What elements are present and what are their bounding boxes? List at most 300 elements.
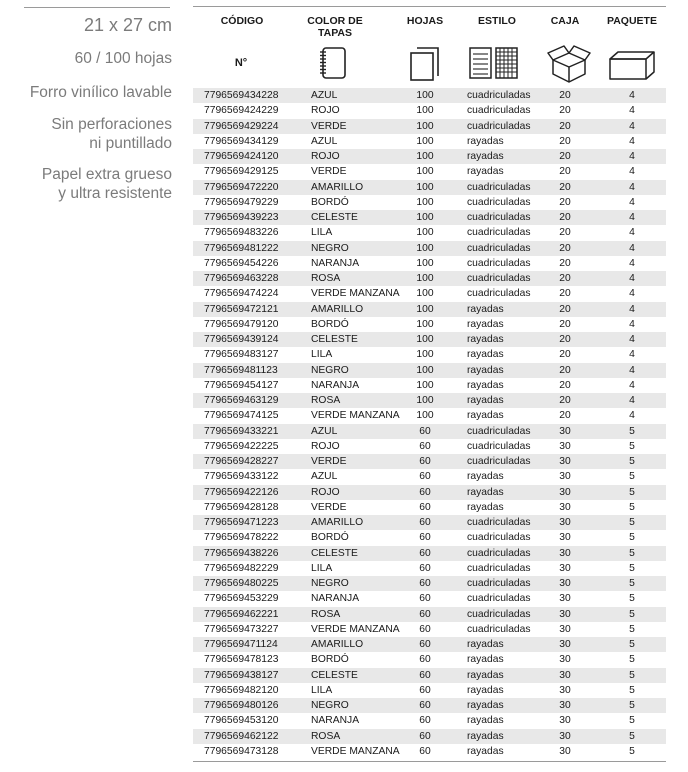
table-row [193, 149, 666, 164]
table-body [193, 88, 666, 759]
spiral-notebook-icon [319, 46, 347, 80]
cell-code: 7796569483127 [204, 349, 279, 361]
cell-color: VERDE MANZANA [311, 745, 400, 757]
cell-code: 7796569481123 [204, 364, 278, 376]
cell-pack: 5 [629, 562, 635, 574]
cell-style: rayadas [467, 745, 504, 757]
cell-box: 20 [559, 166, 571, 178]
cell-code: 7796569462122 [204, 730, 279, 742]
cell-code: 7796569480126 [204, 700, 279, 711]
cell-box: 20 [559, 288, 571, 300]
cell-box: 30 [559, 471, 571, 483]
cell-pack: 5 [629, 730, 635, 742]
table-row [193, 668, 666, 683]
cell-pack: 4 [629, 105, 635, 117]
cell-style: cuadriculadas [467, 578, 531, 589]
table-row [193, 500, 666, 515]
cell-sheets: 60 [419, 501, 431, 513]
table-row [193, 378, 666, 393]
cell-code: 7796569478222 [204, 532, 279, 544]
spec-paper-line2: y ultra resistente [58, 185, 172, 202]
cell-code: 7796569439223 [204, 212, 279, 223]
cell-sheets: 60 [419, 639, 431, 650]
cell-pack: 4 [629, 120, 635, 132]
cell-box: 30 [559, 532, 571, 544]
cell-code: 7796569481222 [204, 242, 279, 254]
cell-style: rayadas [467, 395, 504, 406]
cell-box: 30 [559, 684, 571, 696]
cell-color: NARANJA [311, 715, 360, 727]
cell-pack: 5 [629, 745, 635, 757]
cell-code: 7796569482229 [204, 562, 279, 574]
spec-perforation-line2: ni puntillado [89, 135, 172, 152]
cell-style: rayadas [467, 364, 504, 376]
table-row [193, 225, 666, 240]
cell-pack: 5 [629, 715, 635, 727]
cell-box: 30 [559, 501, 571, 513]
cell-color: VERDE [311, 166, 347, 178]
cell-style: rayadas [467, 700, 504, 711]
cell-color: AZUL [311, 471, 338, 483]
cell-code: 7796569463228 [204, 273, 279, 284]
cell-color: VERDE MANZANA [311, 410, 400, 422]
closed-package-icon [609, 50, 655, 80]
table-row [193, 485, 666, 500]
cell-pack: 5 [629, 517, 635, 528]
spec-perforation [51, 115, 172, 153]
cell-style: cuadriculadas [467, 181, 531, 193]
cell-sheets: 100 [416, 181, 434, 193]
table-row [193, 607, 666, 622]
cell-sheets: 60 [419, 700, 431, 711]
table-row [193, 530, 666, 545]
cell-code: 7796569453229 [204, 593, 279, 605]
spec-sheets: 60 / 100 hojas [74, 50, 172, 67]
spec-paper-line1: Papel extra grueso [41, 166, 172, 183]
cell-box: 30 [559, 654, 571, 666]
cell-code: 7796569433221 [204, 425, 279, 437]
table-row [193, 363, 666, 378]
cell-pack: 4 [629, 90, 635, 101]
cell-color: AZUL [311, 90, 338, 101]
cell-style: cuadriculadas [467, 227, 531, 239]
spec-paper [42, 165, 172, 203]
table-row [193, 256, 666, 271]
cell-sheets: 100 [416, 303, 434, 315]
icon-row [193, 42, 666, 88]
cell-style: cuadriculadas [467, 623, 531, 635]
cell-style: cuadriculadas [467, 440, 531, 452]
cell-code: 7796569453120 [204, 715, 279, 727]
cell-box: 30 [559, 745, 571, 757]
table-row [193, 698, 666, 713]
cell-style: cuadriculadas [467, 608, 531, 620]
cell-color: LILA [311, 684, 333, 696]
cell-color: ROSA [311, 608, 341, 620]
table-row [193, 683, 666, 698]
table-row [193, 622, 666, 637]
cell-style: rayadas [467, 410, 504, 422]
cell-box: 20 [559, 318, 571, 330]
table-row [193, 332, 666, 347]
cell-code: 7796569424120 [204, 151, 279, 162]
cell-box: 30 [559, 456, 571, 467]
cell-color: BORDÓ [311, 196, 349, 208]
cell-code: 7796569438226 [204, 547, 279, 559]
cell-color: NARANJA [311, 593, 360, 605]
cell-color: VERDE MANZANA [311, 623, 400, 635]
cell-color: LILA [311, 227, 333, 239]
header-divider [193, 6, 666, 7]
cell-style: rayadas [467, 639, 504, 650]
cell-style: cuadriculadas [467, 547, 531, 559]
cell-style: rayadas [467, 684, 504, 696]
cell-pack: 5 [629, 578, 635, 589]
cell-code: 7796569483226 [204, 227, 279, 239]
cell-color: AMARILLO [311, 303, 364, 315]
cell-box: 30 [559, 593, 571, 605]
cell-pack: 5 [629, 654, 635, 666]
cell-sheets: 60 [419, 532, 431, 544]
spec-divider [24, 7, 170, 8]
table-row [193, 652, 666, 667]
cell-pack: 4 [629, 410, 635, 422]
cell-code: 7796569434228 [204, 90, 279, 101]
cell-sheets: 60 [419, 623, 431, 635]
ruled-and-grid-pages-icon [469, 47, 519, 79]
cell-sheets: 100 [416, 242, 434, 254]
cell-box: 20 [559, 120, 571, 132]
cell-code: 7796569482120 [204, 684, 279, 696]
cell-color: ROJO [311, 440, 340, 452]
cell-box: 30 [559, 425, 571, 437]
cell-style: rayadas [467, 654, 504, 666]
cell-pack: 4 [629, 364, 635, 376]
cell-pack: 4 [629, 273, 635, 284]
cell-code: 7796569478123 [204, 654, 279, 666]
cell-code: 7796569422126 [204, 486, 279, 498]
cell-sheets: 60 [419, 486, 431, 498]
table-row [193, 713, 666, 728]
cell-style: cuadriculadas [467, 257, 531, 269]
cell-box: 20 [559, 334, 571, 345]
cell-pack: 5 [629, 532, 635, 544]
cell-sheets: 60 [419, 425, 431, 437]
table-row [193, 439, 666, 454]
cell-box: 30 [559, 608, 571, 620]
cell-pack: 4 [629, 166, 635, 178]
cell-sheets: 60 [419, 684, 431, 696]
cell-sheets: 100 [416, 318, 434, 330]
cell-sheets: 100 [416, 379, 434, 391]
cell-color: ROJO [311, 151, 340, 162]
cell-color: BORDÓ [311, 318, 349, 330]
cell-box: 20 [559, 196, 571, 208]
cell-color: VERDE [311, 501, 347, 513]
cell-pack: 5 [629, 593, 635, 605]
open-box-icon [547, 44, 591, 84]
cell-style: cuadriculadas [467, 288, 531, 300]
cell-sheets: 60 [419, 517, 431, 528]
cell-style: rayadas [467, 318, 504, 330]
cell-color: AMARILLO [311, 181, 364, 193]
cell-pack: 5 [629, 456, 635, 467]
cell-box: 30 [559, 730, 571, 742]
cell-color: CELESTE [311, 669, 358, 681]
table-bottom-divider [193, 761, 666, 762]
cell-style: cuadriculadas [467, 425, 531, 437]
cell-style: rayadas [467, 715, 504, 727]
spec-size: 21 x 27 cm [83, 15, 172, 35]
cell-box: 30 [559, 623, 571, 635]
table-row [193, 546, 666, 561]
table-row [193, 561, 666, 576]
cell-style: rayadas [467, 486, 504, 498]
table-row [193, 424, 666, 439]
cell-color: NEGRO [311, 242, 349, 254]
cell-code: 7796569480225 [204, 578, 279, 589]
cell-pack: 5 [629, 623, 635, 635]
table-row [193, 210, 666, 225]
cell-pack: 5 [629, 684, 635, 696]
cell-box: 20 [559, 242, 571, 254]
cell-color: AZUL [311, 135, 338, 147]
cell-style: cuadriculadas [467, 562, 531, 574]
cell-box: 30 [559, 578, 571, 589]
cell-box: 30 [559, 562, 571, 574]
cell-color: NEGRO [311, 578, 349, 589]
spec-cover: Forro vinílico lavable [29, 84, 172, 101]
cell-style: cuadriculadas [467, 532, 531, 544]
cell-box: 30 [559, 715, 571, 727]
cell-code: 7796569474224 [204, 288, 279, 300]
cell-style: rayadas [467, 669, 504, 681]
cell-color: NEGRO [311, 700, 349, 711]
cell-code: 7796569479229 [204, 196, 279, 208]
cell-style: rayadas [467, 349, 504, 361]
cell-pack: 4 [629, 288, 635, 300]
cell-style: rayadas [467, 730, 504, 742]
cell-style: rayadas [467, 151, 504, 162]
table-row [193, 347, 666, 362]
cell-style: cuadriculadas [467, 456, 531, 467]
cell-style: cuadriculadas [467, 242, 531, 254]
cell-style: rayadas [467, 471, 504, 483]
cell-code: 7796569429125 [204, 166, 279, 178]
cell-pack: 4 [629, 303, 635, 315]
table-row [193, 88, 666, 103]
cell-box: 30 [559, 700, 571, 711]
cell-pack: 5 [629, 425, 635, 437]
cell-sheets: 100 [416, 334, 434, 345]
cell-box: 20 [559, 105, 571, 117]
cell-code: 7796569433122 [204, 471, 279, 483]
cell-color: VERDE [311, 456, 347, 467]
cell-code: 7796569434129 [204, 135, 279, 147]
cell-sheets: 100 [416, 166, 434, 178]
cell-sheets: 100 [416, 227, 434, 239]
table-row [193, 271, 666, 286]
cell-box: 20 [559, 410, 571, 422]
cell-color: ROJO [311, 486, 340, 498]
table-row [193, 103, 666, 118]
cell-pack: 4 [629, 395, 635, 406]
header-color: COLOR DE TAPAS [307, 15, 363, 39]
cell-sheets: 100 [416, 288, 434, 300]
cell-sheets: 60 [419, 562, 431, 574]
cell-code: 7796569428227 [204, 456, 279, 467]
cell-sheets: 100 [416, 196, 434, 208]
cell-sheets: 100 [416, 135, 434, 147]
cell-pack: 4 [629, 227, 635, 239]
cell-pack: 5 [629, 608, 635, 620]
cell-code: 7796569438127 [204, 669, 279, 681]
cell-sheets: 100 [416, 273, 434, 284]
cell-style: rayadas [467, 379, 504, 391]
cell-pack: 4 [629, 151, 635, 162]
cell-pack: 5 [629, 501, 635, 513]
table-row [193, 180, 666, 195]
cell-box: 20 [559, 151, 571, 162]
cell-sheets: 100 [416, 349, 434, 361]
cell-style: rayadas [467, 501, 504, 513]
cell-sheets: 60 [419, 593, 431, 605]
table-row [193, 744, 666, 759]
cell-box: 20 [559, 227, 571, 239]
cell-code: 7796569454226 [204, 257, 279, 269]
cell-style: rayadas [467, 135, 504, 147]
cell-sheets: 100 [416, 90, 434, 101]
cell-sheets: 60 [419, 745, 431, 757]
cell-color: BORDÓ [311, 532, 349, 544]
cell-pack: 4 [629, 379, 635, 391]
cell-pack: 5 [629, 486, 635, 498]
cell-code: 7796569471124 [204, 639, 278, 650]
number-mark: N° [234, 57, 248, 69]
cell-style: cuadriculadas [467, 120, 531, 132]
cell-code: 7796569473128 [204, 745, 279, 757]
cell-style: cuadriculadas [467, 517, 531, 528]
cell-style: cuadriculadas [467, 105, 531, 117]
cell-code: 7796569424229 [204, 105, 279, 117]
cell-box: 30 [559, 517, 571, 528]
cell-color: ROJO [311, 105, 340, 117]
cell-code: 7796569474125 [204, 410, 279, 422]
table-row [193, 591, 666, 606]
cell-box: 30 [559, 440, 571, 452]
cell-code: 7796569472220 [204, 181, 279, 193]
cell-code: 7796569428128 [204, 501, 279, 513]
table-row [193, 195, 666, 210]
cell-sheets: 60 [419, 715, 431, 727]
table-row [193, 408, 666, 423]
cell-box: 20 [559, 273, 571, 284]
stacked-sheets-icon [409, 46, 441, 82]
cell-color: AMARILLO [311, 517, 364, 528]
cell-box: 30 [559, 639, 571, 650]
cell-sheets: 100 [416, 364, 434, 376]
table-row [193, 729, 666, 744]
cell-code: 7796569473227 [204, 623, 279, 635]
header-box: CAJA [550, 15, 580, 27]
cell-pack: 4 [629, 181, 635, 193]
cell-color: LILA [311, 349, 333, 361]
cell-sheets: 60 [419, 654, 431, 666]
cell-code: 7796569439124 [204, 334, 279, 345]
cell-box: 20 [559, 349, 571, 361]
cell-style: rayadas [467, 166, 504, 178]
cell-sheets: 100 [416, 120, 434, 132]
table-row [193, 286, 666, 301]
cell-box: 20 [559, 135, 571, 147]
table-row [193, 469, 666, 484]
cell-box: 30 [559, 547, 571, 559]
cell-color: CELESTE [311, 334, 358, 345]
cell-color: NEGRO [311, 364, 349, 376]
cell-pack: 5 [629, 440, 635, 452]
cell-sheets: 60 [419, 440, 431, 452]
table-row [193, 302, 666, 317]
cell-pack: 5 [629, 700, 635, 711]
cell-code: 7796569479120 [204, 318, 279, 330]
cell-style: cuadriculadas [467, 273, 531, 284]
cell-style: rayadas [467, 334, 504, 345]
spec-perforation-line1: Sin perforaciones [51, 116, 172, 133]
cell-color: VERDE MANZANA [311, 288, 400, 300]
cell-box: 20 [559, 395, 571, 406]
cell-pack: 4 [629, 196, 635, 208]
table-row [193, 317, 666, 332]
header-sheets: HOJAS [406, 15, 444, 27]
table-row [193, 119, 666, 134]
cell-code: 7796569422225 [204, 440, 279, 452]
table-row [193, 576, 666, 591]
table-row [193, 164, 666, 179]
cell-pack: 5 [629, 669, 635, 681]
cell-pack: 4 [629, 349, 635, 361]
cell-color: ROSA [311, 730, 341, 742]
cell-pack: 4 [629, 334, 635, 345]
cell-color: ROSA [311, 395, 341, 406]
cell-sheets: 100 [416, 410, 434, 422]
cell-pack: 4 [629, 257, 635, 269]
cell-style: cuadriculadas [467, 212, 531, 223]
header-pack: PAQUETE [607, 15, 657, 27]
cell-pack: 4 [629, 212, 635, 223]
cell-box: 20 [559, 90, 571, 101]
cell-style: cuadriculadas [467, 90, 531, 101]
cell-sheets: 60 [419, 471, 431, 483]
header-code: CÓDIGO [220, 15, 264, 27]
table-row [193, 241, 666, 256]
cell-code: 7796569471223 [204, 517, 279, 528]
cell-code: 7796569463129 [204, 395, 279, 406]
cell-box: 20 [559, 303, 571, 315]
cell-pack: 4 [629, 318, 635, 330]
cell-sheets: 100 [416, 105, 434, 117]
cell-sheets: 100 [416, 151, 434, 162]
cell-sheets: 60 [419, 578, 431, 589]
cell-sheets: 100 [416, 212, 434, 223]
cell-color: AZUL [311, 425, 338, 437]
cell-color: NARANJA [311, 257, 360, 269]
cell-box: 30 [559, 486, 571, 498]
cell-sheets: 60 [419, 456, 431, 467]
cell-box: 20 [559, 257, 571, 269]
cell-color: VERDE [311, 120, 347, 132]
cell-color: BORDÓ [311, 654, 349, 666]
cell-color: AMARILLO [311, 639, 364, 650]
